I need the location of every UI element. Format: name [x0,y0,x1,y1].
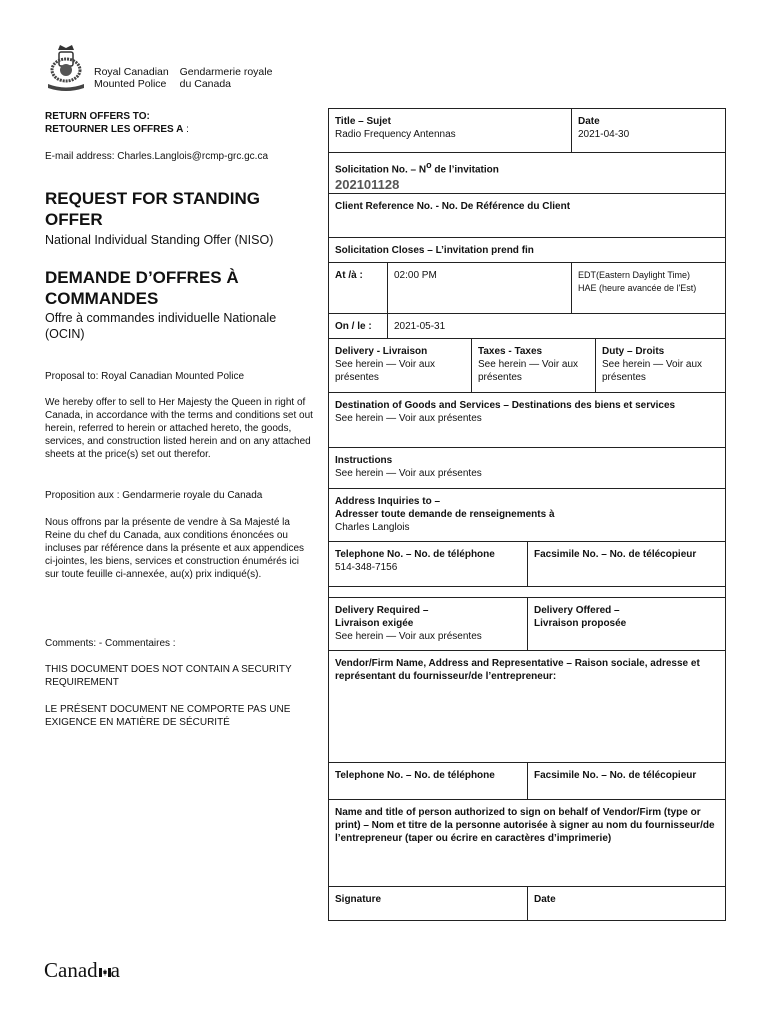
delivery-offered-label-2: Livraison proposée [534,618,627,629]
vendor-phone-row [329,763,725,800]
timezone-fr: HAE (heure avancée de l'Est) [578,283,697,293]
subtitle-en: National Individual Standing Offer (NISO) [45,233,274,247]
timezone-en: EDT(Eastern Daylight Time) [578,270,691,280]
facsimile-label: Facsimile No. – No. de télécopieur [527,542,725,586]
date-value: 2021-04-30 [578,129,630,140]
delivery-offered-cell[interactable] [527,598,725,650]
dept-fr-line1: Gendarmerie royale [179,66,273,78]
solicitation-label-end: de l’invitation [431,164,499,176]
at-label: At /à : [335,270,363,281]
delivery-required-row [329,598,725,651]
duty-cell [595,339,725,392]
telephone-cell [329,542,527,586]
department-name [94,66,280,90]
offer-en: We hereby offer to sell to Her Majesty the Queen in right of Canada, in accordance with the terms and conditions set out herein, referred to herein or attached hereto, the goods, services, and construction listed herein and on any attached sheets at the price(s) set out therefor. [45,397,313,460]
dept-en-line2: Mounted Police [94,78,167,90]
return-offers-en: RETURN OFFERS TO: [45,111,150,122]
signature-field[interactable]: Signature [335,894,382,905]
taxes-value: See herein — Voir aux présentes [478,359,579,383]
instructions-label: Instructions [335,455,393,466]
email-line [45,150,313,163]
dept-fr-line2: du Canada [179,78,232,90]
title-cell [329,109,571,152]
title-label: Title – Sujet [335,116,391,127]
signature-row [329,887,725,920]
duty-value: See herein — Voir aux présentes [602,359,703,383]
telephone-value: 514-348-7156 [335,562,398,573]
solicitation-label [335,159,719,176]
vendor-facsimile-field[interactable]: Facsimile No. – No. de télécopieur [527,763,725,799]
delivery-required-label-2: Livraison exigée [335,618,414,629]
subtitle-fr: Offre à commandes individuelle Nationale (OCIN) [45,311,277,341]
delivery-required-label-1: Delivery Required – [335,605,429,616]
title-en: REQUEST FOR STANDING OFFER [45,189,261,229]
dept-en-line1: Royal Canadian [94,66,169,78]
vendor-field[interactable]: Vendor/Firm Name, Address and Representative – Raison sociale, adresse et représentant du fournisseur/de l’entrepreneur: [335,658,700,682]
taxes-cell [471,339,595,392]
timezone-cell [571,263,725,313]
solicitation-form [328,108,726,921]
wordmark-text-end: a [110,958,120,982]
authorized-row [329,800,725,887]
vendor-row [329,651,725,763]
client-ref-label: Client Reference No. - No. De Référence du Client [335,201,571,212]
security-fr: LE PRÉSENT DOCUMENT NE COMPORTE PAS UNE EXIGENCE EN MATIÈRE DE SÉCURITÉ [45,704,291,728]
contact-phone-row [329,542,725,587]
canada-wordmark [44,958,120,983]
return-offers-fr: RETOURNER LES OFFRES A [45,124,184,135]
proposal-fr: Proposition aux : Gendarmerie royale du Canada [45,490,263,501]
on-label: On / le : [335,321,372,332]
inquiries-cell [329,489,725,541]
signature-date-field[interactable]: Date [527,887,725,920]
solicitation-label-text: Solicitation No. – N [335,164,427,176]
client-ref-row [329,194,725,238]
delivery-offered-label-1: Delivery Offered – [534,605,620,616]
closes-row [329,238,725,263]
closes-label: Solicitation Closes – L’invitation prend fin [335,245,534,256]
instructions-cell [329,448,725,488]
delivery-required-cell [329,598,527,650]
canada-flag-icon [98,958,111,983]
destination-cell [329,393,725,447]
proposal-en: Proposal to: Royal Canadian Mounted Police [45,371,245,382]
inquiries-label-1: Address Inquiries to – [335,496,441,507]
at-time: 02:00 PM [387,263,571,313]
solicitation-cell [329,153,725,193]
wordmark-text: Canad [44,958,98,982]
delivery-cell [329,339,471,392]
taxes-label: Taxes - Taxes [478,346,543,357]
rcmp-crest-icon [44,44,88,92]
authorized-person-field[interactable]: Name and title of person authorized to sign on behalf of Vendor/Firm (type or print) – Nom et titre de la personne autorisée à signer au nom du fournisseur/de l’entrepreneur (taper ou écrire en caractères d’imprimerie) [335,807,715,844]
security-en: THIS DOCUMENT DOES NOT CONTAIN A SECURITY REQUIREMENT [45,664,292,688]
offer-fr: Nous offrons par la présente de vendre à Sa Majesté la Reine du chef du Canada, aux conditions énoncées ou incluses par référence dans la présente et aux appendices ci-jointes, les biens, services et construction énumérés ici sur toute feuille ci-annexée, au(x) prix indiqué(s). [45,517,305,580]
return-offers-fr-colon: : [183,124,189,135]
solicitation-label-sup: o [426,160,432,170]
inquiries-label-2: Adresser toute demande de renseignements à [335,509,555,520]
delivery-taxes-duty-row [329,339,725,393]
closing-time-row [329,263,725,314]
on-date: 2021-05-31 [387,314,725,338]
date-cell [571,109,725,152]
email-label: E-mail address: [45,151,118,162]
email-link[interactable]: Charles.Langlois@rcmp-grc.gc.ca [117,151,269,162]
comments-label: Comments: - Commentaires : [45,638,176,649]
title-value: Radio Frequency Antennas [335,129,456,140]
inquiries-row [329,489,725,542]
delivery-value: See herein — Voir aux présentes [335,359,436,383]
title-date-row [329,109,725,153]
delivery-required-value: See herein — Voir aux présentes [335,631,482,642]
solicitation-row [329,153,725,194]
closing-date-row [329,314,725,339]
date-label: Date [578,116,600,127]
vendor-telephone-field[interactable]: Telephone No. – No. de téléphone [335,770,495,781]
instructions-value: See herein — Voir aux présentes [335,468,482,479]
delivery-label: Delivery - Livraison [335,346,428,357]
instructions-row [329,448,725,489]
destination-label: Destination of Goods and Services – Destinations des biens et services [335,400,676,411]
title-fr: DEMANDE D’OFFRES À COMMANDES [45,268,239,308]
destination-row [329,393,725,448]
duty-label: Duty – Droits [602,346,665,357]
spacer-row [329,587,725,598]
telephone-label: Telephone No. – No. de téléphone [335,549,495,560]
inquiries-contact: Charles Langlois [335,522,410,533]
solicitation-number: 202101128 [335,177,400,193]
return-offers-block [45,110,313,136]
destination-value: See herein — Voir aux présentes [335,413,482,424]
